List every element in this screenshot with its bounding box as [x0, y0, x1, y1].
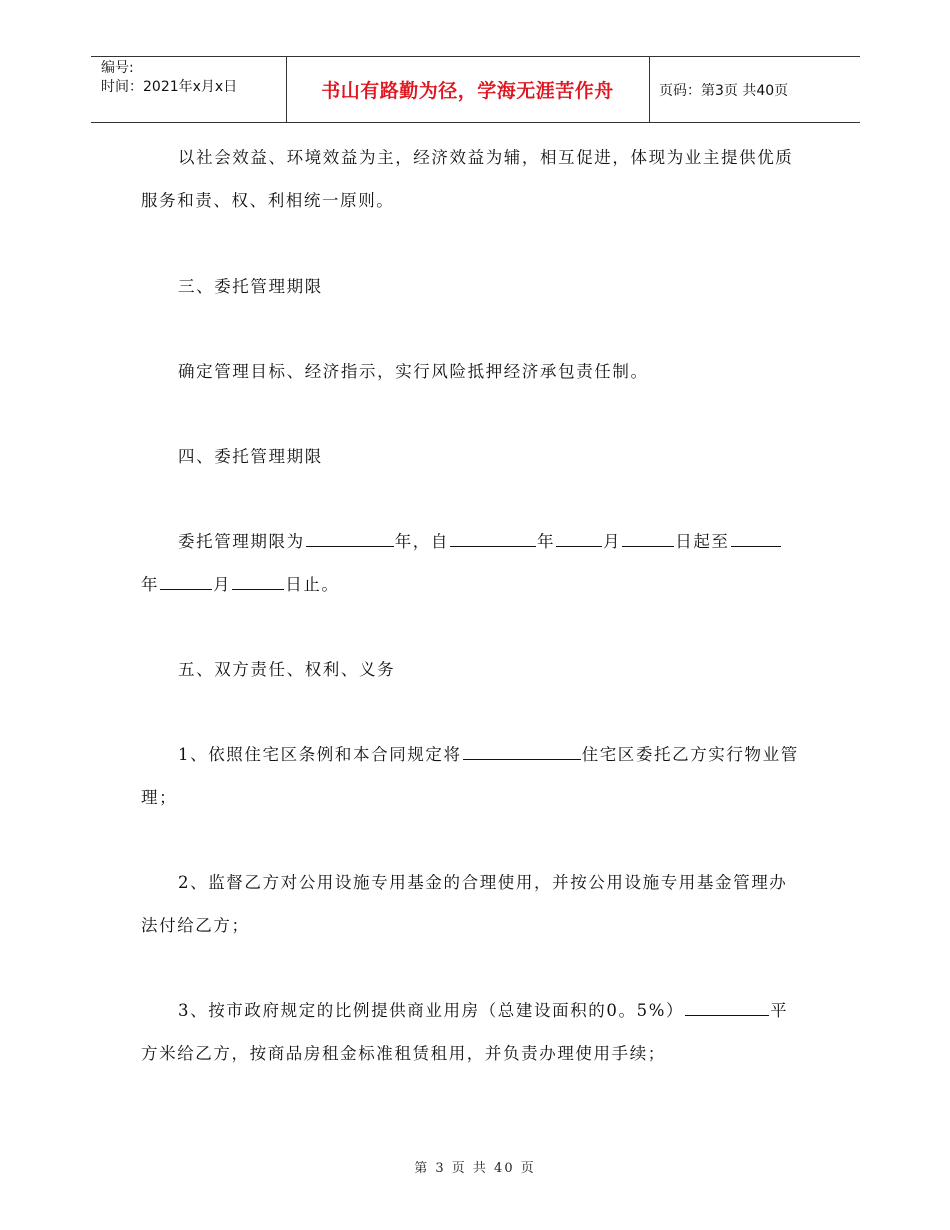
term-text-f: 年 — [141, 575, 160, 594]
item-2-line2: 法付给乙方； — [141, 916, 250, 935]
term-years-blank[interactable] — [306, 529, 394, 547]
header-page-label: 页码：第3页 共40页 — [659, 83, 789, 99]
section-heading-3: 三、委托管理期限 — [178, 277, 323, 296]
residential-area-blank[interactable] — [463, 742, 581, 760]
paragraph-principle-line2: 服务和责、权、利相统一原则。 — [141, 191, 395, 210]
header-meta — [101, 59, 237, 97]
term-text-a: 委托管理期限为 — [178, 532, 305, 551]
item-1-text-b: 住宅区委托乙方实行物业管 — [581, 745, 799, 764]
end-year-blank[interactable] — [731, 529, 781, 547]
term-text-h: 日止。 — [285, 575, 340, 594]
paragraph-term-line1 — [178, 528, 782, 552]
section-heading-4: 四、委托管理期限 — [178, 447, 323, 466]
term-text-g: 月 — [213, 575, 232, 594]
header-date-label: 时间：2021年x月x日 — [101, 79, 238, 95]
start-day-blank[interactable] — [622, 529, 674, 547]
term-text-d: 月 — [603, 532, 622, 551]
paragraph-principle-line1: 以社会效益、环境效益为主，经济效益为辅，相互促进，体现为业主提供优质 — [178, 148, 794, 167]
term-text-e: 日起至 — [675, 532, 730, 551]
paragraph-management-target: 确定管理目标、经济指示，实行风险抵押经济承包责任制。 — [178, 362, 649, 381]
header-number-label: 编号: — [101, 60, 134, 76]
start-month-blank[interactable] — [556, 529, 602, 547]
term-text-b: 年，自 — [394, 532, 450, 551]
item-3-text-a: 3、按市政府规定的比例提供商业用房（总建设面积的0。5%） — [178, 1001, 685, 1020]
end-day-blank[interactable] — [232, 572, 284, 590]
section-heading-5: 五、双方责任、权利、义务 — [178, 660, 396, 679]
item-1-line2: 理； — [141, 788, 178, 807]
paragraph-term-line2 — [141, 571, 340, 595]
header-bottom-rule — [91, 122, 860, 123]
page-footer: 第 3 页 共 40 页 — [414, 1161, 536, 1176]
item-3-line2: 方米给乙方，按商品房租金标准租赁租用，并负责办理使用手续； — [141, 1044, 666, 1063]
header-motto: 书山有路勤为径，学海无涯苦作舟 — [321, 80, 614, 102]
item-1-text-a: 1、依照住宅区条例和本合同规定将 — [178, 745, 462, 764]
item-1-line1 — [178, 741, 799, 765]
area-sqm-blank[interactable] — [685, 998, 769, 1016]
start-year-blank[interactable] — [450, 529, 536, 547]
item-2-line1: 2、监督乙方对公用设施专用基金的合理使用，并按公用设施专用基金管理办 — [178, 873, 788, 892]
end-month-blank[interactable] — [160, 572, 212, 590]
term-text-c: 年 — [537, 532, 556, 551]
item-3-text-b: 平 — [770, 1001, 789, 1020]
item-3-line1 — [178, 997, 788, 1021]
header-top-rule — [91, 56, 860, 57]
header-divider-right — [649, 56, 650, 122]
